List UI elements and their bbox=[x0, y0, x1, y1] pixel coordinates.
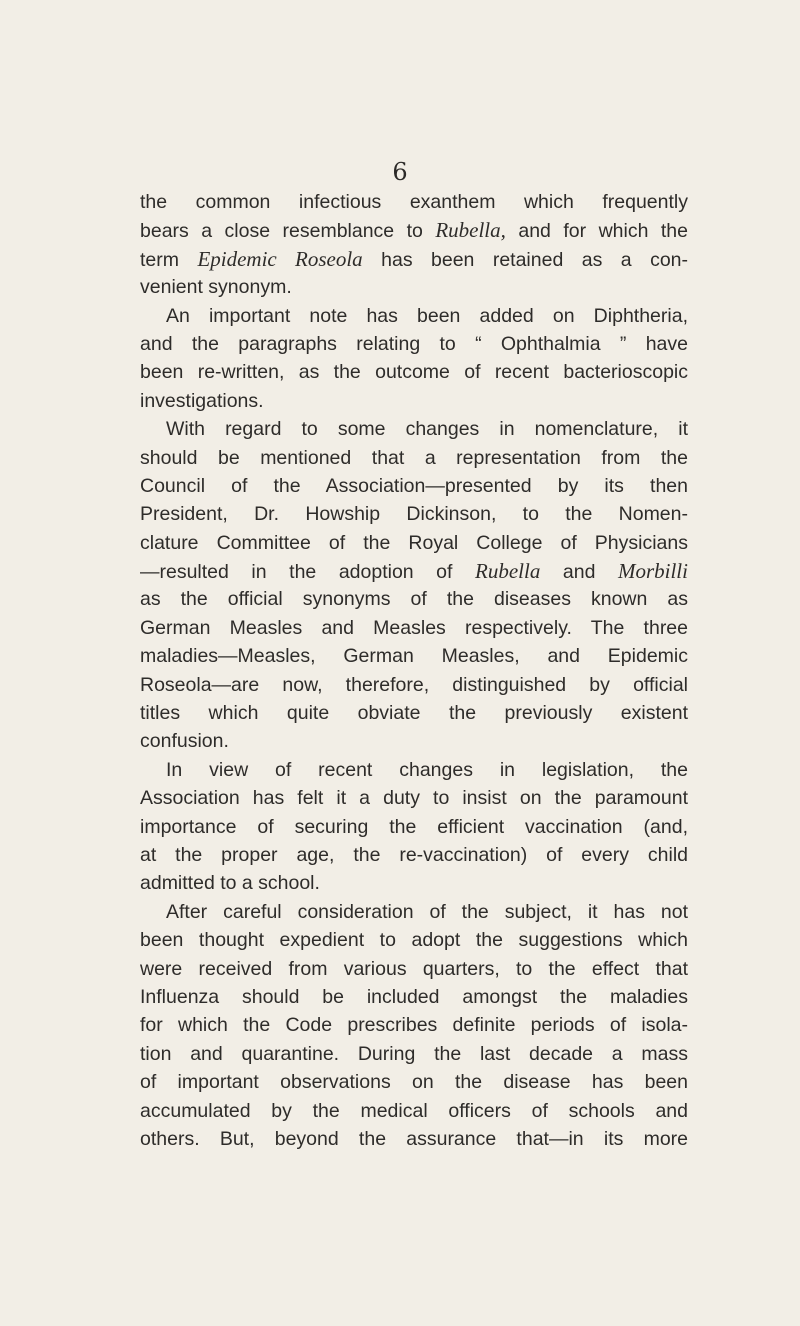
text-run: bears a close resemblance to bbox=[140, 220, 436, 243]
text-line bbox=[140, 983, 688, 1011]
text-run: accumulated by the medical officers of schools and bbox=[140, 1099, 688, 1122]
text-line bbox=[140, 699, 688, 727]
text-line bbox=[140, 841, 688, 869]
text-run: at the proper age, the re-vaccination) of every child bbox=[140, 843, 688, 866]
text-run: Council of the Association—presented by its then bbox=[140, 474, 688, 497]
text-run: —resulted in the adoption of bbox=[140, 561, 475, 584]
text-line bbox=[140, 1040, 688, 1068]
text-run: Influenza should be included amongst the maladies bbox=[140, 985, 688, 1008]
text-run: After careful consideration of the subject, it has not bbox=[166, 900, 688, 923]
text-line bbox=[140, 358, 688, 386]
text-line bbox=[140, 813, 688, 841]
text-run: venient synonym. bbox=[140, 276, 292, 299]
text-line bbox=[140, 1011, 688, 1039]
text-line bbox=[140, 869, 688, 897]
italic-term: Morbilli bbox=[617, 559, 688, 584]
text-run: tion and quarantine. During the last decade a mass bbox=[140, 1042, 688, 1065]
text-run: as the official synonyms of the diseases known as bbox=[140, 588, 688, 611]
text-run: for which the Code prescribes definite periods of isola- bbox=[140, 1014, 688, 1037]
text-run: admitted to a school. bbox=[140, 872, 320, 895]
text-line bbox=[140, 1097, 688, 1125]
text-line bbox=[140, 784, 688, 812]
text-run: others. But, beyond the assurance that—in its more bbox=[140, 1127, 688, 1150]
text-line bbox=[140, 415, 688, 443]
italic-term: Rubella bbox=[475, 559, 541, 584]
text-run: With regard to some changes in nomenclature, it bbox=[166, 418, 688, 441]
text-line bbox=[140, 472, 688, 500]
text-line bbox=[140, 1068, 688, 1096]
text-run: Association has felt it a duty to insist on the paramount bbox=[140, 787, 688, 810]
text-run: German Measles and Measles respectively. The three bbox=[140, 616, 688, 639]
italic-term: Rubella, bbox=[435, 218, 506, 243]
text-line bbox=[140, 614, 688, 642]
text-line bbox=[140, 330, 688, 358]
text-run: maladies—Measles, German Measles, and Epidemic bbox=[140, 645, 688, 668]
text-line bbox=[140, 188, 688, 216]
page-number: 6 bbox=[392, 158, 408, 186]
text-run: President, Dr. Howship Dickinson, to the Nomen- bbox=[140, 503, 688, 526]
text-line bbox=[140, 216, 688, 244]
text-run: In view of recent changes in legislation, the bbox=[166, 758, 688, 781]
body-text bbox=[140, 188, 688, 1153]
text-line bbox=[140, 387, 688, 415]
text-line bbox=[140, 245, 688, 273]
text-line bbox=[140, 557, 688, 585]
text-line bbox=[140, 926, 688, 954]
text-run: should be mentioned that a representation from the bbox=[140, 446, 688, 469]
text-run: An important note has been added on Diphtheria, bbox=[166, 304, 688, 327]
text-run: been thought expedient to adopt the suggestions which bbox=[140, 929, 688, 952]
text-run: term bbox=[140, 248, 198, 271]
text-run: Roseola—are now, therefore, distinguished by official bbox=[140, 673, 688, 696]
text-line bbox=[140, 671, 688, 699]
text-run: the common infectious exanthem which frequently bbox=[140, 191, 688, 213]
text-line bbox=[140, 273, 688, 301]
text-run: and bbox=[540, 561, 618, 584]
text-run: been re-written, as the outcome of recent bacterioscopic bbox=[140, 361, 688, 384]
text-run: titles which quite obviate the previously existent bbox=[140, 702, 688, 725]
text-line bbox=[140, 727, 688, 755]
text-run: of important observations on the disease has been bbox=[140, 1071, 688, 1094]
text-line bbox=[140, 955, 688, 983]
text-line bbox=[140, 444, 688, 472]
text-line bbox=[140, 500, 688, 528]
text-line bbox=[140, 756, 688, 784]
text-run: clature Committee of the Royal College of Physicians bbox=[140, 531, 688, 554]
text-line bbox=[140, 898, 688, 926]
italic-term: Epidemic Roseola bbox=[197, 246, 363, 271]
text-run: importance of securing the efficient vaccination (and, bbox=[140, 815, 688, 838]
text-run: were received from various quarters, to the effect that bbox=[140, 957, 688, 980]
text-run: confusion. bbox=[140, 730, 229, 753]
text-run: has been retained as a con- bbox=[362, 248, 688, 271]
text-line bbox=[140, 642, 688, 670]
text-run: and for which the bbox=[505, 220, 688, 243]
text-run: investigations. bbox=[140, 389, 264, 412]
text-line bbox=[140, 302, 688, 330]
text-line bbox=[140, 1125, 688, 1153]
text-run: and the paragraphs relating to “ Ophthalmia ” have bbox=[140, 332, 688, 355]
text-line bbox=[140, 529, 688, 557]
text-line bbox=[140, 585, 688, 613]
